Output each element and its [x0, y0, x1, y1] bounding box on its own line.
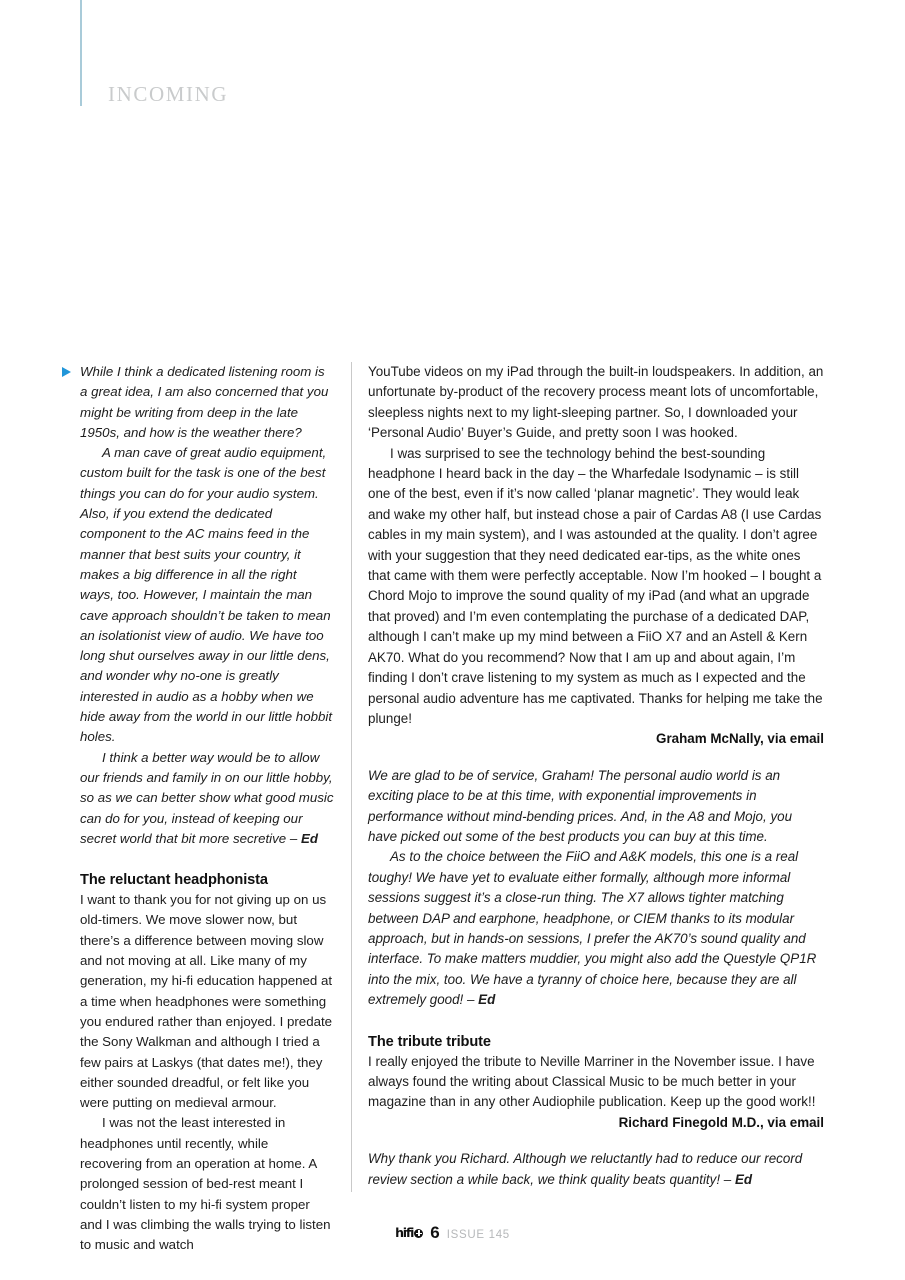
- paragraph-with-signoff: [368, 1149, 824, 1190]
- paragraph: I was surprised to see the technology behind the best-sounding headphone I heard back in the day – the Wharfedale Isodynamic – is still one of the best, even if it’s now called ‘planar magnetic’. They would leak and wake my other half, but instead chose a pair of Cardas A8 (I use Cardas cables in my main system), and I was astounded at the quality. I don’t agree with your suggestion that they need dedicated ear-tips, as the white ones that came with them were perfectly acceptable. Now I’m hooked – I bought a Chord Mojo to improve the sound quality of my iPad (and what an upgrade that proved) and I’m even contemplating the purchase of a dedicated DAP, although I can’t make up my mind between a FiiO X7 and an Astell & Kern AK70. What do you recommend? Now that I am up and about again, I’m finding I don’t crave listening to my system as much as I expected and the personal audio adventure has me captivated. Thanks for helping me take the plunge!: [368, 445, 823, 726]
- letter-attribution-graham: Graham McNally, via email: [656, 731, 824, 747]
- column-divider: [351, 362, 352, 1192]
- section-kicker: INCOMING: [108, 82, 229, 106]
- paragraph-text: As to the choice between the FiiO and A&K models, this one is a real toughy! We have yet to evaluate either formally, although more informal sessions suggest it’s a close-run thing. The X7 allows tighter matching between DAP and earphone, headphone, or CIEM thanks to its modular approach, but in hands-on sessions, I prefer the AK70’s sound quality and interface. To make matters muddier, you might also add the Questyle QP1R into the mix, too. We have a tyranny of choice here, because they are all extremely good! –: [368, 849, 817, 1008]
- editor-signoff: Ed: [734, 1171, 753, 1187]
- page-number: 6: [430, 1223, 440, 1242]
- spacer: [80, 849, 334, 870]
- paragraph-with-signoff: [80, 748, 334, 849]
- paragraph: I want to thank you for not giving up on us old-timers. We move slower now, but there’s a difference between moving slow and not moving at all. Like many of my generation, my hi-fi education happened at a time when headphones were something you endured rather than enjoyed. I predate the Sony Walkman and although I tried a few pairs at Laskys (that dates me!), they either sounded dreadful, or felt like you were putting on medieval armour.: [80, 892, 333, 1111]
- paragraph: YouTube videos on my iPad through the built-in loudspeakers. In addition, an unfortunate by-product of the recovery process meant lots of uncomfortable, sleepless nights next to my light-sleeping partner. So, I downloaded your ‘Personal Audio’ Buyer’s Guide, and pretty soon I was hooked.: [368, 364, 824, 441]
- page-footer: [0, 1224, 905, 1242]
- paragraph-with-signoff: [368, 847, 824, 1010]
- paragraph: I was not the least interested in headphones until recently, while recovering from an operation at home. A prolonged session of bed-rest meant I couldn’t listen to my hi-fi system proper and I was climbing the walls trying to listen to music and watch: [80, 1115, 331, 1253]
- blue-vertical-rule: [80, 0, 82, 106]
- paragraph-text: I think a better way would be to allow our friends and family in on our little hobby, so as we can better show what good music can do for you, instead of keeping our secret world that bit more secretive –: [80, 749, 334, 846]
- letter-headline-tribute-tribute: The tribute tribute: [368, 1033, 491, 1050]
- editor-reply-intro-block: [80, 362, 334, 443]
- spacer: [368, 1133, 824, 1149]
- paragraph: We are glad to be of service, Graham! The personal audio world is an exciting place to be at this time, with exponential improvements in performance without mind-bending prices. And, in the A8 and Mojo, you have picked out some of the best products you can buy at this time.: [368, 767, 793, 844]
- issue-label: ISSUE 145: [446, 1229, 510, 1241]
- editor-signoff: Ed: [300, 830, 318, 846]
- paragraph: A man cave of great audio equipment, custom built for the task is one of the best things you can do for your audio system. Also, if you extend the dedicated component to the AC mains feed in the manner that best suits your country, it makes a big difference in all the right ways, too. However, I maintain the man cave approach shouldn’t be taken to mean an isolationist view of audio. We have too long shut ourselves away in our little dens, and wonder why no-one is greatly interested in audio as a hobby when we hide away from the world in our little hobbit holes.: [80, 445, 333, 745]
- left-column: [80, 362, 334, 1255]
- logo-wordmark: hifi: [395, 1225, 414, 1240]
- paragraph-text: Why thank you Richard. Although we reluctantly had to reduce our record review section a while back, we think quality beats quantity! –: [368, 1151, 803, 1187]
- right-column: [368, 362, 824, 1190]
- spacer: [368, 1011, 824, 1032]
- editor-signoff: Ed: [478, 992, 496, 1008]
- plus-icon: [414, 1229, 423, 1238]
- letter-headline-reluctant-headphonista: The reluctant headphonista: [80, 872, 268, 889]
- triangle-bullet-icon: [62, 367, 71, 377]
- letter-attribution-richard: Richard Finegold M.D., via email: [618, 1114, 824, 1130]
- spacer: [368, 750, 824, 766]
- paragraph: I really enjoyed the tribute to Neville Marriner in the November issue. I have always found the writing about Classical Music to be much better in your magazine than in any other Audiophile publication. Keep up the good work!!: [368, 1053, 816, 1110]
- hifiplus-logo: [395, 1227, 423, 1240]
- paragraph: While I think a dedicated listening room is a great idea, I am also concerned that you might be writing from deep in the late 1950s, and how is the weather there?: [80, 364, 329, 440]
